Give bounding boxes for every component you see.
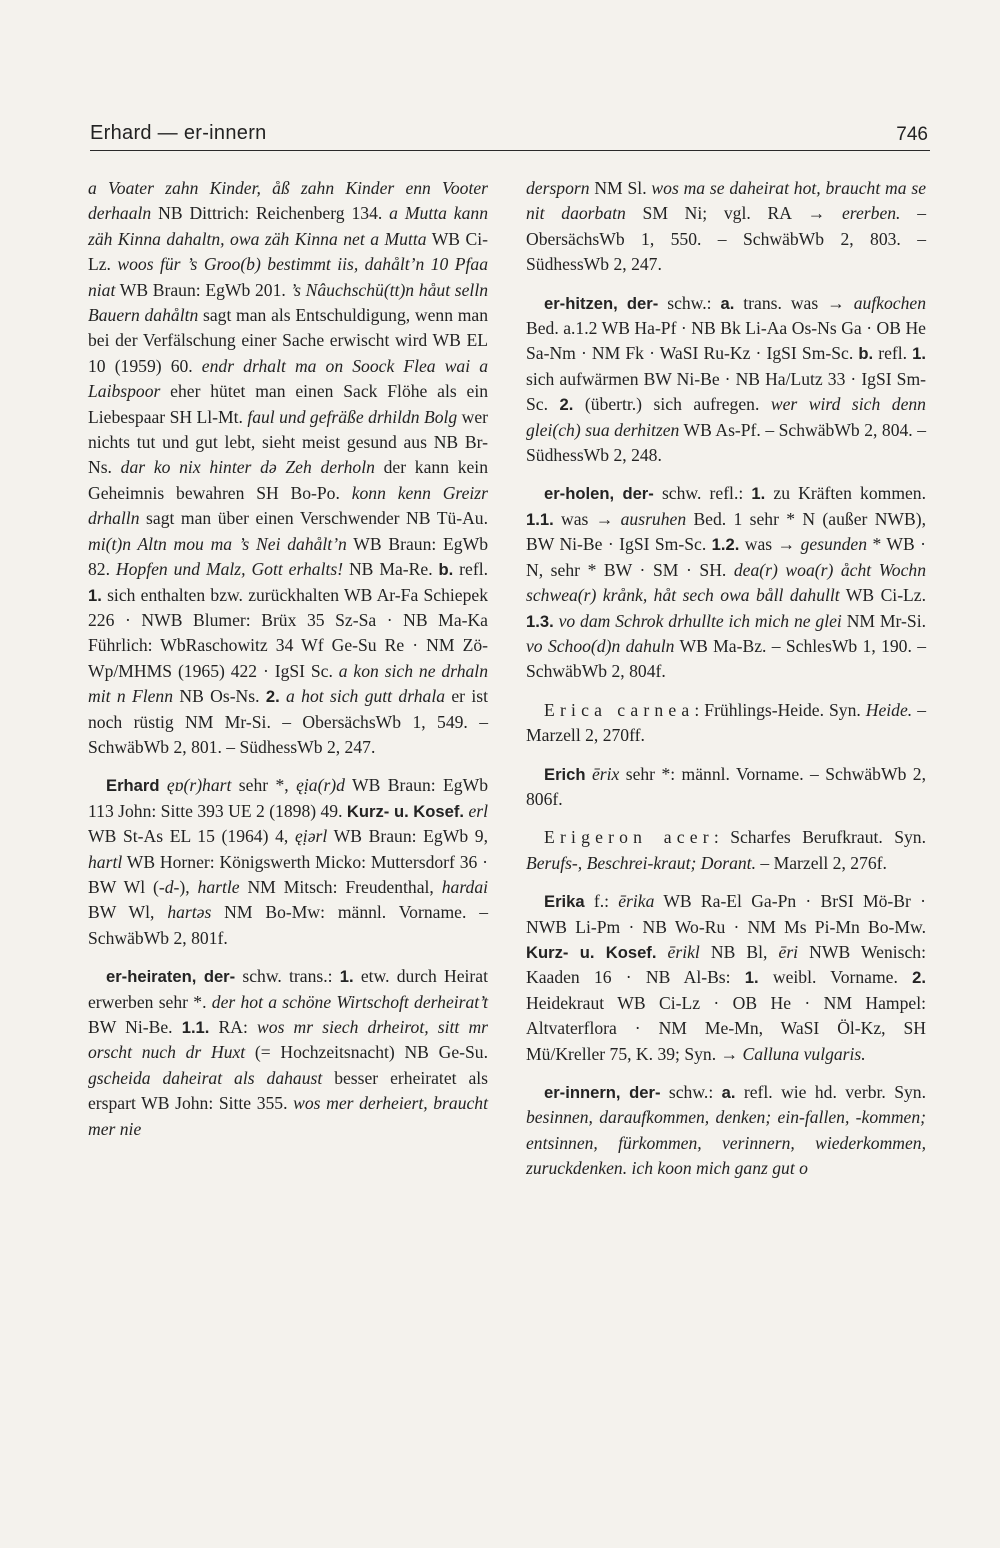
entry-text-segment: WB Ra-El Ga-Pn · BrSI Mö-Br · NWB Li-Pm · NB Wo-Ru · NM Ms Pi-Mn Bo-Mw. [526,891,926,937]
entry-text-segment: wer nichts tut und gut lebt, sieht meist gesund aus NB Br-Ns. [88,406,488,478]
entry-bold-segment: 1.1. [526,509,554,529]
entry-italic-segment: vo Schoo(d)n dahuln [526,635,675,656]
entry-bold-segment: 2. [559,395,574,415]
entry-erich [526,762,926,813]
entry-bold-segment: 1. [744,968,759,988]
entry-text-segment [656,942,667,962]
entry-text-segment: * WB · N, sehr * BW · SM · SH. [526,534,926,580]
entry-italic-segment: vo dam Schrok drhullte ich mich ne glei [558,610,842,631]
entry-italic-segment: konn kenn Greizr drhalln [88,482,488,529]
entry-italic-segment: -d- [158,876,180,897]
entry-text-segment: was → [739,534,801,555]
entry-text-segment: WB Braun: EgWb 9, [327,826,488,847]
entry-italic-segment: a kon sich ne drhaln mit n Flenn [88,660,488,707]
entry-er-innern [526,1080,926,1182]
entry-bold-segment: 1. [339,967,354,987]
entry-text-segment: ), [179,876,198,897]
entry-italic-segment: ęịa(r)d [296,775,345,796]
entry-text-segment: WB Ma-Bz. – SchlesWb 1, 190. – SchwäbWb 2, 804f. [526,635,926,682]
entry-italic-segment: woos für ’s Groo(b) bestimmt iis, dahålt’n 10 Pfaa niat [88,254,488,300]
entry-text-segment: trans. was → [734,292,854,313]
entry-text-segment: Heidekraut WB Ci-Lz · OB He · NM Hampel: Altvaterflora · NM Me-Mn, WaSI Öl-Kz, SH Mü/Kreller 75, K. 39; Syn. → [526,992,926,1064]
entry-text-segment: – ObersächsWb 1, 550. – SchwäbWb 2, 803. – SüdhessWb 2, 247. [526,203,926,275]
entry-bold-segment: Erich [544,764,586,784]
entry-text-segment: NB Dittrich: Reichenberg 134. [151,203,390,224]
entry-bold-segment: 1. [88,585,102,605]
entry-italic-segment: wos mr siech drheirot, sitt mr orscht nuch dr Huxt [88,1017,488,1063]
entry-text-segment: schw.: [660,1082,722,1102]
entry-text-segment: besser erheiratet als erspart WB John: Sitte 355. [88,1067,489,1114]
entry-italic-segment: Hopfen und Malz, Gott erhalts! [115,559,344,580]
entry-italic-segment: wos ma se daheirat hot, braucht ma se nit daorbatn [526,178,926,224]
entry-italic-segment: hartəs [167,902,212,923]
entry-text-segment: WB St-As EL 15 (1964) 4, [88,826,295,847]
entry-text-segment: – Marzell 2, 270ff. [526,699,926,746]
entry-text-segment: NM Bo-Mw: männl. Vorname. – SchwäbWb 2, 801f. [88,902,488,948]
entry-spaced-segment: Erigeron acer [544,827,714,848]
entry-text-segment: – Marzell 2, 276f. [755,852,887,873]
entry-italic-segment: hartle [197,876,240,897]
entry-text-segment: sich aufwärmen BW Ni-Be · NB Ha/Lutz 33 · IgSI Sm-Sc. [526,368,926,415]
entry-text-segment: WB Braun: EgWb 113 John: Sitte 393 UE 2 (1898) 49. [88,775,488,821]
entry-spaced-segment: Erica carnea [544,699,695,720]
entry-italic-segment: wos mer derheiert, braucht mer nie [88,1093,488,1139]
entry-bold-segment: er-innern, der- [544,1083,661,1102]
entry-italic-segment: endr drhalt ma on Soock Flea wai a Laibspoor [88,355,489,402]
entry-text-segment: sagt man als Entschuldigung, wenn man bei der Verfälschung einer Sache erwischt wird WB EL 10 (1959) 60. [88,305,489,376]
entry-text-segment: SM Ni; vgl. RA → [625,203,842,224]
entry-text-segment: er ist noch rüstig NM Mr-Si. – ObersächsWb 1, 549. – SchwäbWb 2, 801. – SüdhessWb 2, 247. [88,686,488,757]
entry-italic-segment: Heide. [865,699,913,720]
entry-text-segment: sagt man über einen Verschwender NB Tü-Au. [139,508,488,529]
left-column [88,176,488,1142]
entry-bold-segment: Kurz- u. Kosef. [346,801,465,821]
entry-text-segment: NM Mitsch: Freudenthal, [239,876,442,897]
entry-bold-segment: 1.1. [181,1018,210,1037]
entry-text-segment: Bed. a.1.2 WB Ha-Pf · NB Bk Li-Aa Os-Ns Ga · OB He Sa-Nm · NM Fk · WaSI Ru-Kz · IgSI Sm-Sc. [526,318,926,364]
entry-text-segment: : Scharfes Berufkraut. Syn. [713,827,926,848]
entry-text-segment: WB As-Pf. – SchwäbWb 2, 804. – SüdhessWb 2, 248. [526,419,926,466]
entry-italic-segment: faul und gefräße drhildn Bolg [247,406,458,427]
entry-text-segment: BW Ni-Be. [88,1017,182,1037]
entry-text-segment: : Frühlings-Heide. Syn. [694,699,866,720]
entry-text-segment: NWB Wenisch: Kaaden 16 · NB Al-Bs: [526,941,926,988]
page-number: 746 [896,124,928,145]
entry-text-segment: Bed. 1 sehr * N (außer NWB), BW Ni-Be · IgSI Sm-Sc. [526,508,926,555]
entry-bold-segment: a. [721,1083,736,1102]
entry-italic-segment: ęịərl [295,826,328,847]
entry-text-segment: sich enthalten bzw. zurückhalten WB Ar-Fa Schiepek 226 · NWB Blumer: Brüx 35 Sz-Sa · NB Ma-Ka Führlich: WbRaschowitz 34 Wf Ge-Su Re · NM Zö-Wp/MHMS (1965) 422 · IgSI Sc. [88,584,488,681]
entry-bold-segment: 2. [265,687,280,707]
entry-text-segment: refl. [873,343,913,364]
entry-italic-segment: hardai [441,876,489,897]
entry-bold-segment: Erika [544,892,585,912]
right-column [526,176,926,1182]
entry-bold-segment: a. [720,293,735,313]
entry-text-segment: WB Ci-Lz. [88,228,488,275]
entry-erica [526,698,926,749]
entry-text-segment: NB Os-Ns. [173,686,266,707]
entry-text-segment: was → [553,508,621,529]
entry-text-segment: sehr *, [231,775,297,796]
entry-italic-segment: ērika [618,891,655,912]
entry-italic-segment: besinnen, daraufkommen, denken; ein-fallen, -kommen; entsinnen, fürkommen, verinnern, wiederkommen, zuruckdenken. ich koon mich ganz gut o [526,1107,926,1179]
entry-bold-segment: b. [858,344,874,364]
entry-italic-segment: der hot a schöne Wirtschoft derheirat’t [211,991,488,1012]
entry-italic-segment: a hot sich gutt drhala [286,686,446,707]
entry-text-segment: f.: [584,891,619,912]
entry-bold-segment: 1. [912,344,926,364]
entry-text-segment: etw. durch Heirat erwerben sehr *. [88,966,488,1012]
entry-italic-segment: Calluna vulgaris. [742,1043,866,1064]
entry-er-heiraten-cont [526,176,926,278]
entry-italic-segment: wer wird sich denn glei(ch) sua derhitzen [526,394,926,440]
entry-italic-segment: dersporn [526,178,590,198]
entry-bold-segment: 1.2. [711,535,740,555]
running-head: Erhard — er-innern [90,122,267,144]
entry-bold-segment: 1.3. [526,611,554,631]
entry-bold-segment: er-hitzen, der- [544,293,659,313]
entry-text-segment: WB Ci-Lz. [839,585,927,606]
entry-italic-segment: ausruhen [620,508,687,529]
entry-text-segment: WB Braun: EgWb 201. [115,279,291,300]
entry-italic-segment: ērix [591,763,620,784]
entry-text-segment: schw.: [658,292,721,313]
entry-italic-segment: mi(t)n Altn mou ma ’s Nei dahålt’n [88,533,347,554]
entry-bold-segment: er-holen, der- [544,484,654,504]
entry-text-segment: refl. [453,559,488,580]
entry-text-segment [159,775,166,795]
entry-italic-segment: ererben. [842,203,901,224]
entry-text-segment: WB Horner: Königswerth Micko: Muttersdorf 36 · BW Wl ( [88,851,488,897]
entry-text-segment: zu Kräften kommen. [765,483,927,504]
entry-text-segment: RA: [209,1017,258,1037]
entry-italic-segment: ęɒ(r)hart [166,775,232,796]
entry-bold-segment: er-heiraten, der- [106,967,236,987]
entry-text-segment: NM Sl. [589,178,652,198]
entry-bold-segment: Erhard [106,776,160,796]
entry-text-segment: schw. refl.: [653,483,752,504]
entry-text-segment: NB Bl, [699,941,779,962]
entry-bold-segment: Kurz- u. Kosef. [526,942,657,962]
entry-italic-segment: dar ko nix hinter də Zeh derholn [120,457,375,478]
entry-italic-segment: ēri [778,941,799,962]
page-header [90,118,930,151]
entry-italic-segment: gesunden [800,534,868,555]
entry-text-segment: schw. trans.: [235,966,340,987]
entry-er-hitzen [526,291,926,469]
entry-italic-segment: Berufs-, Beschrei-kraut; Dorant. [526,852,756,873]
entry-er-heiraten [88,964,488,1142]
entry-italic-segment: hartl [88,851,123,872]
entry-text-segment: BW Wl, [88,902,168,923]
entry-text-segment: (= Hochzeitsnacht) NB Ge-Su. [245,1042,488,1063]
entry-cont [88,176,488,760]
entry-italic-segment: dea(r) woa(r) åcht Wochn schwea(r) krånk, håt sech owa båll dahullt [526,559,926,606]
entry-text-segment: sehr *: männl. Vorname. – SchwäbWb 2, 806f. [526,763,926,809]
entry-bold-segment: b. [438,560,454,580]
entry-erhard [88,773,488,951]
entry-italic-segment: gscheida daheirat als dahaust [88,1067,323,1088]
entry-text-segment: (übertr.) sich aufregen. [573,394,771,415]
entry-italic-segment: erl [468,800,488,821]
entry-italic-segment: aufkochen [853,292,926,313]
entry-bold-segment: 2. [912,968,926,988]
entry-text-segment: eher hütet man einen Sack Flöhe als ein Liebespaar SH Ll-Mt. [88,381,488,427]
entry-erigeron [526,825,926,876]
entry-er-holen [526,481,926,684]
entry-text-segment: der kann kein Geheimnis bewahren SH Bo-Po. [88,457,488,503]
entry-erika [526,889,926,1067]
entry-italic-segment: ’s Nâuchschü(tt)n håut selln Bauern dahåltn [88,279,488,326]
entry-text-segment: NB Ma-Re. [343,559,439,580]
entry-text-segment: NM Mr-Si. [841,610,926,631]
entry-text-segment: WB Braun: EgWb 82. [88,533,488,580]
entry-text-segment: weibl. Vorname. [758,967,913,988]
entry-italic-segment: a Mutta kann zäh Kinna dahaltn, owa zäh Kinna net a Mutta [88,203,488,249]
entry-bold-segment: 1. [751,484,766,504]
entry-italic-segment: ērikl [667,941,700,962]
entry-italic-segment: a Voater zahn Kinder, åß zahn Kinder enn Vooter derhaaln [88,178,488,224]
entry-text-segment: refl. wie hd. verbr. Syn. [735,1082,926,1102]
